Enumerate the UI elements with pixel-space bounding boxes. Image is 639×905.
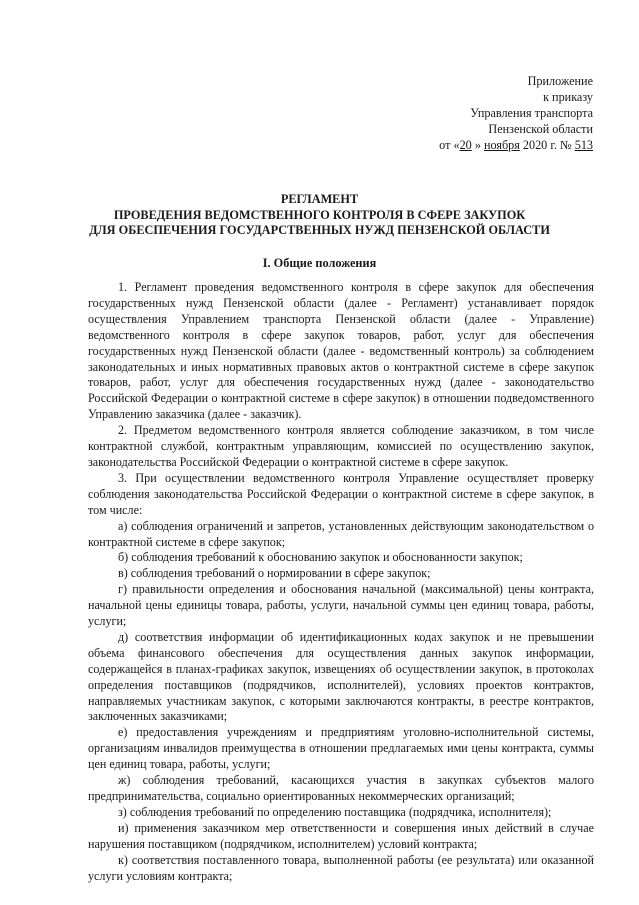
appendix-day: 20 (459, 138, 472, 152)
section-heading: I. Общие положения (262, 256, 377, 270)
list-item-e: е) предоставления учреждениям и предприятиям уголовно-исполнительной системы, организациям инвалидов преимущества в отношении предлагаемых ими цены контракта, суммы цен единиц товара, работы, услуги; (88, 725, 594, 772)
appendix-order-ref: к приказу (543, 90, 593, 104)
appendix-date-prefix: от « (439, 138, 460, 152)
appendix-label: Приложение (527, 74, 593, 88)
title-line-3: ДЛЯ ОБЕСПЕЧЕНИЯ ГОСУДАРСТВЕННЫХ НУЖД ПЕНЗЕНСКОЙ ОБЛАСТИ (89, 223, 550, 237)
paragraph-2: 2. Предметом ведомственного контроля является соблюдение заказчиком, в том числе контрактной службой, контрактным управляющим, комиссией по осуществлению закупок, законодательства Российской Федерации о контрактной системе в сфере закупок. (88, 423, 594, 469)
paragraph-3: 3. При осуществлении ведомственного контроля Управление осуществляет проверку соблюдения законодательства Российской Федерации о контрактной системе в сфере закупок, в том числе: (88, 470, 594, 517)
list-item-v: в) соблюдения требований о нормировании в сфере закупок; (118, 566, 431, 581)
list-item-d: д) соответствия информации об идентификационных кодах закупок и не превышении объема финансового обеспечения для осуществления данных закупок информации, содержащейся в планах-графиках закупок, извещениях об осуществлении закупок, в протоколах определения поставщиков (подрядчиков, исполнителей), условиях проектов контрактов, направляемых участникам закупок, с которыми заключаются контракты, в реестре контрактов, заключенных заказчиками; (88, 629, 594, 724)
appendix-year: 2020 г. № (522, 138, 572, 152)
list-item-g: г) правильности определения и обоснования начальной (максимальной) цены контракта, начальной цены единицы товара, работы, услуги, начальной суммы цен единиц товара, работы, услуги; (88, 582, 594, 629)
list-item-k: к) соответствия поставленного товара, выполненной работы (ее результата) или оказанной услуги условиям контракта; (88, 852, 594, 883)
list-item-zh: ж) соблюдения требований, касающихся участия в закупках субъектов малого предпринимательства, социально ориентированных некоммерческих организаций; (88, 773, 594, 803)
document-title (60, 192, 579, 239)
appendix-issuer: Управления транспорта (470, 106, 593, 120)
appendix-day-suffix: » (474, 138, 481, 152)
list-item-b: б) соблюдения требований к обоснованию закупок и обоснованности закупок; (118, 550, 523, 565)
appendix-block (353, 73, 593, 153)
paragraph-1: 1. Регламент проведения ведомственного контроля в сфере закупок для обеспечения государственных нужд Пензенской области (далее - Регламент) устанавливает порядок осуществления Управлением транспорта Пензенской области (далее - Управление) ведомственного контроля в сфере закупок товаров, работ, услуг для обеспечения государственных нужд Пензенской области (далее - ведомственный контроль) за соблюдением законодательных и иных нормативных правовых актов о контрактной системе в сфере закупок товаров, работ, услуг для обеспечения государственных нужд (далее - законодательство Российской Федерации о контрактной системе в сфере закупок) в отношении подведомственного Управлению заказчика (далее - заказчик). (88, 280, 594, 422)
title-line-1: РЕГЛАМЕНТ (280, 192, 359, 206)
appendix-number: 513 (574, 138, 593, 152)
document-body (88, 280, 594, 884)
list-item-z: з) соблюдения требований по определению поставщика (подрядчика, исполнителя); (118, 804, 552, 819)
list-item-a: а) соблюдения ограничений и запретов, установленных действующим законодательством о контрактной системе в сфере закупок; (88, 518, 594, 549)
appendix-region: Пензенской области (488, 122, 593, 136)
appendix-month: ноября (483, 138, 520, 152)
list-item-i: и) применения заказчиком мер ответственности и совершения иных действий в случае нарушения поставщиком (подрядчиком, исполнителем) условий контракта; (88, 820, 594, 851)
appendix-date-line (353, 137, 593, 153)
title-line-2: ПРОВЕДЕНИЯ ВЕДОМСТВЕННОГО КОНТРОЛЯ В СФЕРЕ ЗАКУПОК (113, 207, 526, 222)
